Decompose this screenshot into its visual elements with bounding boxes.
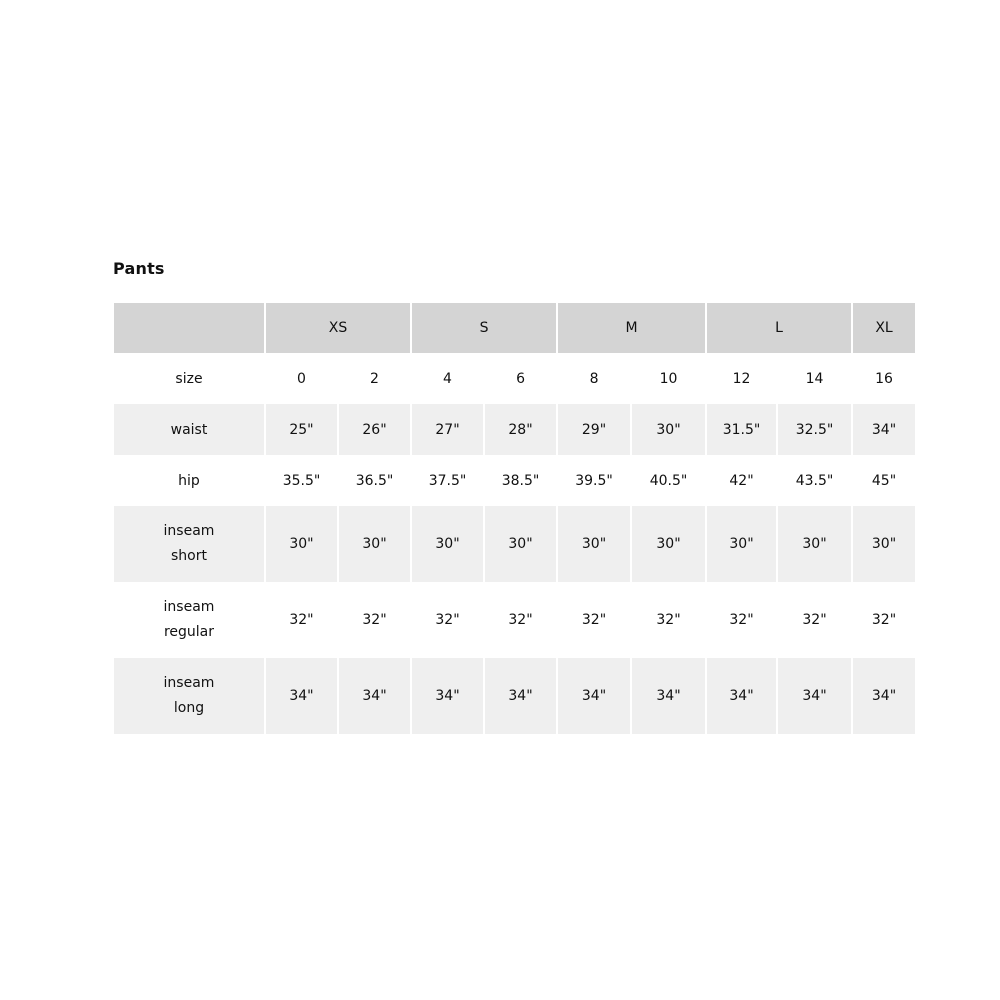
size-table-body	[114, 353, 915, 734]
table-cell: 30"	[632, 506, 705, 582]
table-cell: 34"	[412, 658, 483, 734]
table-cell: 34"	[853, 404, 915, 455]
table-cell: 30"	[412, 506, 483, 582]
table-cell: 0	[266, 353, 337, 404]
table-cell: 4	[412, 353, 483, 404]
table-row	[114, 582, 915, 658]
row-label	[114, 506, 264, 582]
row-label-line: inseam	[163, 599, 215, 615]
table-row	[114, 455, 915, 506]
size-group-header-xs: XS	[266, 303, 410, 353]
table-cell: 25"	[266, 404, 337, 455]
table-cell: 10	[632, 353, 705, 404]
table-cell: 26"	[339, 404, 410, 455]
table-cell: 38.5"	[485, 455, 556, 506]
table-cell: 32"	[412, 582, 483, 658]
table-row	[114, 404, 915, 455]
table-cell: 31.5"	[707, 404, 776, 455]
row-label-line: regular	[163, 624, 215, 640]
table-cell: 30"	[558, 506, 630, 582]
row-label-line: hip	[178, 472, 200, 489]
row-label-line: inseam	[163, 675, 215, 691]
table-cell: 14	[778, 353, 851, 404]
row-label	[114, 455, 264, 506]
table-cell: 34"	[853, 658, 915, 734]
table-cell: 30"	[707, 506, 776, 582]
table-cell: 27"	[412, 404, 483, 455]
table-cell: 32"	[339, 582, 410, 658]
table-cell: 32.5"	[778, 404, 851, 455]
table-cell: 34"	[778, 658, 851, 734]
table-row	[114, 506, 915, 582]
table-cell: 30"	[853, 506, 915, 582]
row-label	[114, 658, 264, 734]
table-cell: 16	[853, 353, 915, 404]
table-cell: 32"	[266, 582, 337, 658]
table-cell: 30"	[632, 404, 705, 455]
header-corner-cell	[114, 303, 264, 353]
table-row	[114, 353, 915, 404]
table-cell: 34"	[485, 658, 556, 734]
table-cell: 12	[707, 353, 776, 404]
table-cell: 32"	[707, 582, 776, 658]
table-cell: 45"	[853, 455, 915, 506]
table-cell: 30"	[266, 506, 337, 582]
table-cell: 30"	[778, 506, 851, 582]
table-cell: 34"	[266, 658, 337, 734]
page-title: Pants	[113, 259, 165, 278]
size-group-header-s: S	[412, 303, 556, 353]
row-label-line: inseam	[163, 523, 215, 539]
table-cell: 32"	[558, 582, 630, 658]
row-label-line: size	[175, 370, 203, 387]
table-cell: 2	[339, 353, 410, 404]
table-cell: 37.5"	[412, 455, 483, 506]
table-cell: 8	[558, 353, 630, 404]
row-label	[114, 582, 264, 658]
table-cell: 34"	[707, 658, 776, 734]
table-cell: 43.5"	[778, 455, 851, 506]
table-row	[114, 658, 915, 734]
size-chart-table	[112, 303, 917, 734]
size-group-header-xl: XL	[853, 303, 915, 353]
table-cell: 42"	[707, 455, 776, 506]
table-cell: 32"	[632, 582, 705, 658]
row-label	[114, 404, 264, 455]
table-cell: 32"	[778, 582, 851, 658]
size-group-header-l: L	[707, 303, 851, 353]
table-cell: 34"	[558, 658, 630, 734]
row-label	[114, 353, 264, 404]
table-cell: 34"	[632, 658, 705, 734]
table-cell: 36.5"	[339, 455, 410, 506]
table-cell: 34"	[339, 658, 410, 734]
row-label-line: long	[173, 700, 205, 716]
table-cell: 30"	[339, 506, 410, 582]
row-label-line: short	[171, 548, 207, 564]
table-cell: 40.5"	[632, 455, 705, 506]
table-cell: 6	[485, 353, 556, 404]
table-cell: 39.5"	[558, 455, 630, 506]
table-cell: 29"	[558, 404, 630, 455]
table-cell: 35.5"	[266, 455, 337, 506]
table-cell: 32"	[853, 582, 915, 658]
table-cell: 32"	[485, 582, 556, 658]
row-label-line: waist	[170, 421, 208, 438]
size-group-header-m: M	[558, 303, 705, 353]
table-cell: 30"	[485, 506, 556, 582]
size-group-header-row	[114, 303, 915, 353]
table-cell: 28"	[485, 404, 556, 455]
